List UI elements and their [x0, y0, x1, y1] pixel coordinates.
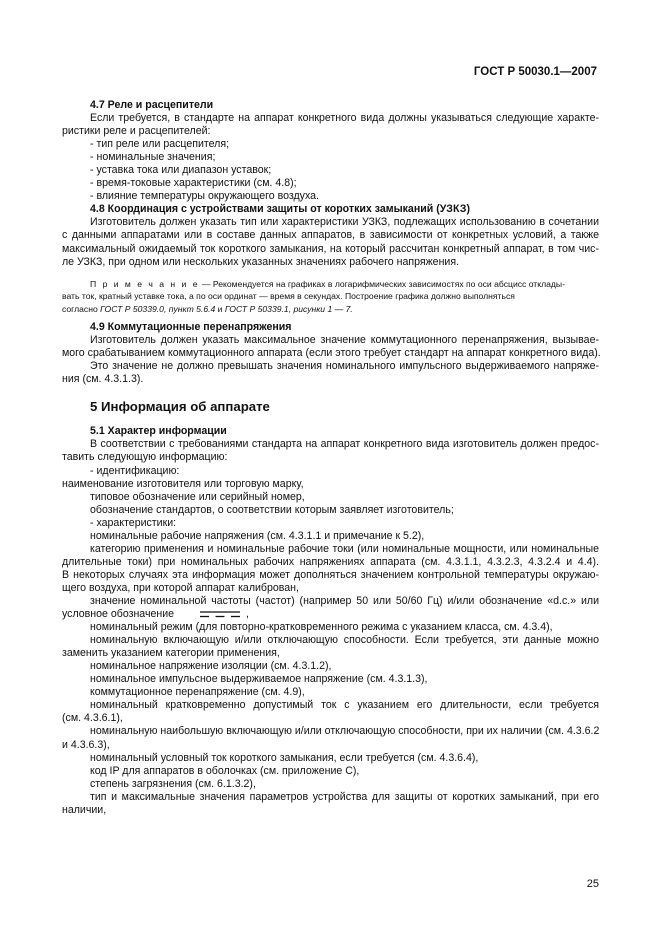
section-4-7-title: 4.7 Реле и расцепители: [90, 99, 214, 111]
note-text: и: [215, 303, 225, 314]
paragraph-line: тавить следующую информацию:: [62, 451, 228, 464]
note-line: [62, 303, 599, 316]
list-item: код IP для аппаратов в оболочках (см. приложение С),: [90, 764, 360, 777]
note-text: согласно: [62, 303, 101, 314]
list-item: номинальный режим (для повторно-кратковременного режима с указанием класса, см. 4.3.4),: [90, 621, 553, 634]
list-item: - номинальные значения;: [90, 151, 216, 164]
page-number: 25: [586, 878, 599, 890]
paragraph-line: тип и максимальные значения параметров устройства для защиты от коротких замыканий, при его: [90, 790, 599, 803]
list-item: номинальный условный ток короткого замыкания, если требуется (см. 4.3.6.4),: [90, 751, 479, 764]
paragraph-line: заменить указанием категории применения,: [62, 647, 280, 660]
list-item: степень загрязнения (см. 6.1.3.2),: [90, 777, 256, 790]
paragraph-line: Если требуется, в стандарте на аппарат конкретного вида должны указываться следующие характе-: [90, 112, 599, 125]
paragraph-line: длительные токи) при номинальных рабочих напряжениях аппарата (см. 4.3.1.1, 4.3.2.3, 4.3.2.4 и 4.4).: [62, 555, 599, 568]
paragraph-line: номинальный кратковременно допустимый ток с указанием его длительности, если требуется: [90, 699, 599, 712]
note-reference: ГОСТ Р 50339.0, пункт 5.6.4: [100, 303, 216, 314]
direct-current-symbol: [200, 610, 240, 618]
paragraph-line: ле УЗКЗ, при одном или нескольких указанных значениях рабочего напряжения.: [62, 255, 460, 268]
paragraph-line: с данными аппаратами или в составе данных аппаратов, в зависимости от конкретных условий, а также: [62, 229, 599, 242]
list-item: номинальные рабочие напряжения (см. 4.3.1.1 и примечание к 5.2),: [90, 529, 425, 542]
page-body: [62, 99, 599, 817]
list-item: - идентификацию:: [90, 464, 180, 477]
list-item: коммутационное перенапряжение (см. 4.9),: [90, 686, 305, 699]
paragraph-line: ния (см. 4.3.1.3).: [62, 373, 144, 386]
list-item: наименование изготовителя или торговую марку,: [62, 477, 304, 490]
paragraph-line: Это значение не должно превышать значения номинального импульсного выдерживаемого напряже-: [90, 360, 599, 373]
section-5-1-title: 5.1 Характер информации: [90, 425, 227, 438]
paragraph-line: (см. 4.3.6.1),: [62, 712, 123, 725]
paragraph-line: щего воздуха, при которой аппарат калиброван,: [62, 581, 299, 594]
paragraph-line: и 4.3.6.3),: [62, 738, 110, 751]
paragraph-line: значение номинальной частоты (частот) (например 50 или 50/60 Гц) и/или обозначение «d.c.» или: [90, 595, 599, 607]
note-label: П р и м е ч а н и е: [90, 278, 200, 289]
list-item: типовое обозначение или серийный номер,: [90, 490, 305, 503]
paragraph-line: наличии,: [62, 803, 107, 816]
section-4-9-title: 4.9 Коммутационные перенапряжения: [90, 321, 292, 334]
paragraph-line: В некоторых случаях эта информация может дополняться значением контрольной температуры окружаю-: [62, 568, 599, 581]
note-reference: ГОСТ Р 50339.1, рисунки 1 — 7.: [224, 303, 353, 314]
paragraph-line: Изготовитель должен указать максимальное значение коммутационного перенапряжения, вызывае-: [90, 334, 599, 347]
paragraph-line: В соответствии с требованиями стандарта на аппарат конкретного вида изготовитель должен предос-: [90, 438, 599, 451]
paragraph-text: ,: [246, 608, 249, 621]
running-header: ГОСТ Р 50030.1—2007: [473, 66, 597, 78]
paragraph-line: номинальную наибольшую включающую и/или отключающую способности, при их наличии (см. 4.3.6.2: [90, 725, 600, 738]
paragraph-text: условное обозначение: [62, 608, 175, 621]
list-item: обозначение стандартов, о соответствии которым заявляет изготовитель;: [90, 503, 454, 516]
note-line: вать ток, кратный уставке тока, а по оси ординат — время в секундах. Построение графика должно выполняться: [62, 291, 515, 302]
paragraph-line: максимальный ожидаемый ток короткого замыкания, на который рассчитан конкретный аппарат, в том чис-: [62, 242, 599, 255]
paragraph-line: категорию применения и номинальные рабочие токи (или номинальные мощности, или номинальные: [90, 542, 599, 555]
paragraph-line: номинальную включающую и/или отключающую способности. Если требуется, эти данные можно: [90, 634, 599, 647]
note: [62, 278, 599, 316]
list-item: - время-токовые характеристики (см. 4.8);: [90, 177, 297, 190]
list-item: - характеристики:: [90, 516, 177, 529]
paragraph-line: ристики реле и расцепителей:: [62, 125, 211, 138]
list-item: номинальное импульсное выдерживаемое напряжение (см. 4.3.1.3),: [90, 673, 428, 686]
list-item: - уставка тока или диапазон уставок;: [90, 164, 272, 177]
section-5-title: 5 Информация об аппарате: [90, 399, 270, 415]
list-item: - влияние температуры окружающего воздуха.: [90, 190, 319, 203]
paragraph-line: мого срабатыванием коммутационного аппарата (если этого требует стандарт на аппарат конкретного вида).: [62, 347, 601, 360]
list-item: номинальное напряжение изоляции (см. 4.3.1.2),: [90, 660, 332, 673]
paragraph-line: [62, 608, 599, 621]
list-item: - тип реле или расцепителя;: [90, 138, 230, 151]
note-line: [62, 278, 599, 291]
note-text: — Рекомендуется на графиках в логарифмических зависимостях по оси абсцисс отклады-: [199, 278, 565, 289]
section-4-8-title: 4.8 Координация с устройствами защиты от коротких замыканий (УЗКЗ): [90, 203, 470, 216]
paragraph-line: Изготовитель должен указать тип или характеристики УЗКЗ, подлежащих использованию в сочетании: [90, 216, 599, 229]
